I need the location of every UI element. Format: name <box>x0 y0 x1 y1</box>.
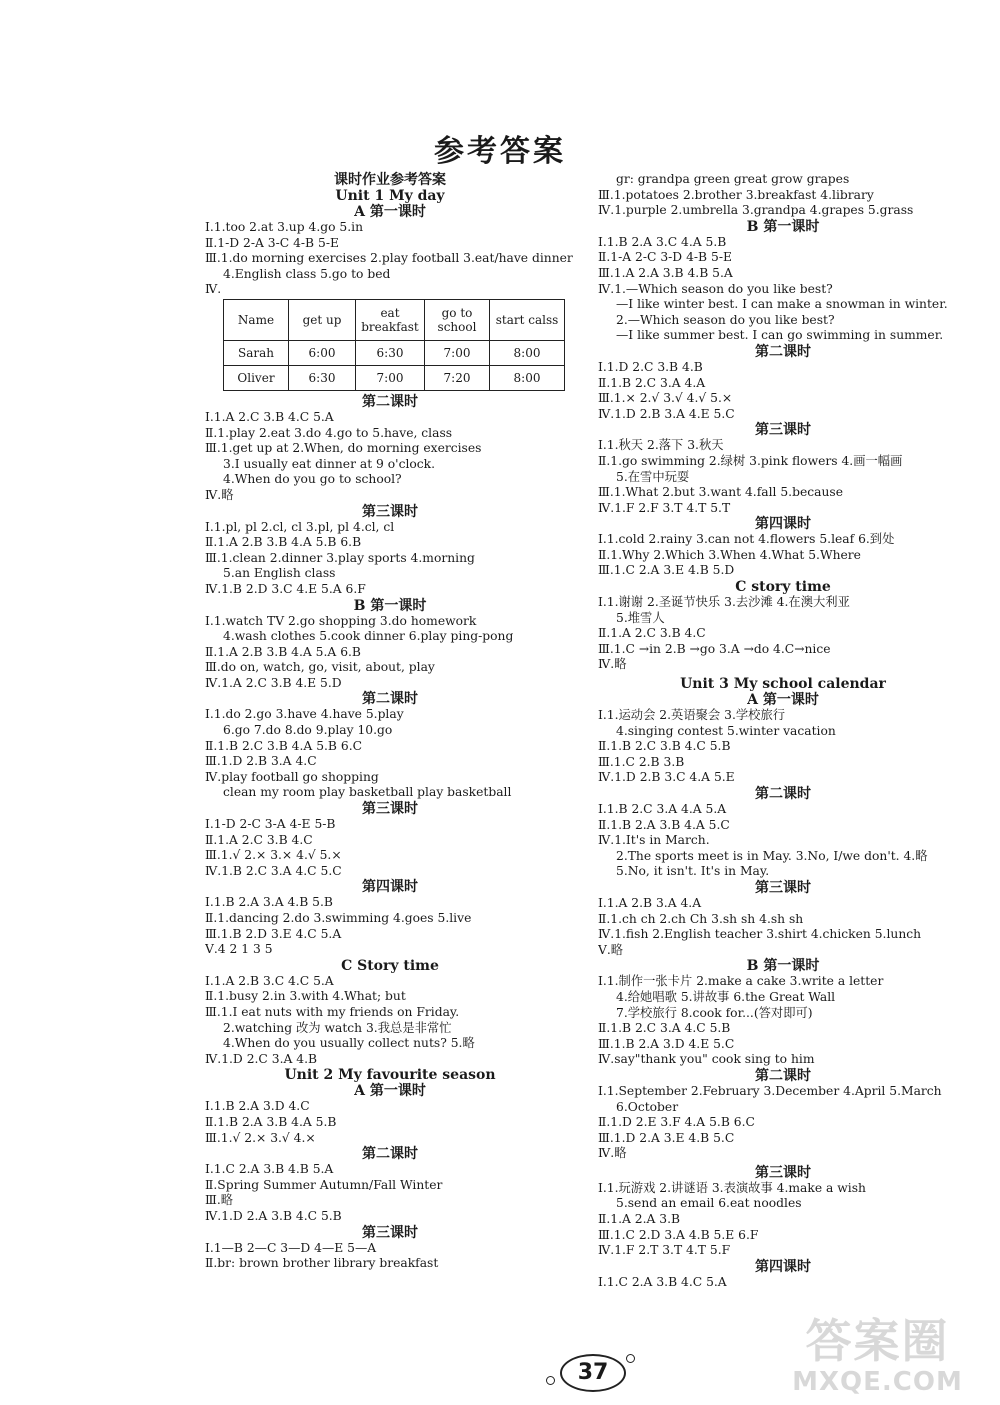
section-heading: B 第一课时 <box>746 218 820 235</box>
answer-line: Ⅳ.1.It's in March. <box>598 833 710 848</box>
answer-line: Ⅳ.1.B 2.D 3.C 4.E 5.A 6.F <box>205 581 366 596</box>
answer-line: Ⅰ.1.运动会 2.英语聚会 3.学校旅行 <box>598 708 786 723</box>
answer-line: 4.English class 5.go to bed <box>223 266 391 281</box>
answer-line: Ⅲ.1.D 2.A 3.E 4.B 5.C <box>598 1130 735 1145</box>
page-number <box>540 1350 640 1394</box>
answer-line: Ⅳ.1.purple 2.umbrella 3.grandpa 4.grapes 5.grass <box>598 203 914 218</box>
answer-line: Ⅳ.1.A 2.C 3.B 4.E 5.D <box>205 675 342 690</box>
table-row <box>224 340 565 365</box>
section-heading: Unit 2 My favourite season <box>284 1067 496 1084</box>
answer-line: Ⅰ.1-D 2-C 3-A 4-E 5-B <box>205 817 336 832</box>
page-title: 参考答案 <box>434 134 566 169</box>
left-column-top <box>205 172 575 298</box>
answer-line: Ⅰ.1.B 2.A 3.C 4.A 5.B <box>598 234 727 249</box>
page-number-text: 37 <box>560 1354 626 1392</box>
section-heading: B 第一课时 <box>353 597 427 614</box>
answer-line: Ⅳ.play football go shopping <box>205 769 379 784</box>
table-cell: 6:30 <box>356 340 425 365</box>
section-heading: A 第一课时 <box>747 692 819 709</box>
answer-line: 4.wash clothes 5.cook dinner 6.play ping-pong <box>223 629 514 644</box>
section-heading: C Story time <box>341 957 439 974</box>
answer-line: Ⅲ.1.potatoes 2.brother 3.breakfast 4.library <box>598 187 874 202</box>
answer-line: 5.No, it isn't. It's in May. <box>616 864 770 879</box>
left-column-bottom <box>205 394 575 1272</box>
answer-line: Ⅲ.略 <box>205 1193 234 1208</box>
answer-line: clean my room play basketball play basketball <box>223 785 512 800</box>
answer-line: Ⅲ.1.What 2.but 3.want 4.fall 5.because <box>598 485 843 500</box>
answer-line: Ⅱ.1-A 2-C 3-D 4-B 5-E <box>598 250 732 265</box>
answer-line: Ⅱ.1.A 2.A 3.B <box>598 1212 681 1227</box>
answer-line: Ⅱ.1.B 2.A 3.B 4.A 5.B <box>205 1114 337 1129</box>
answer-line: Ⅰ.1.制作一张卡片 2.make a cake 3.write a letter <box>598 974 884 989</box>
left-column <box>205 172 575 1272</box>
answer-line: Ⅰ.1.cold 2.rainy 3.can not 4.flowers 5.leaf 6.到处 <box>598 532 895 547</box>
table-header-cell: get up <box>289 299 356 340</box>
answer-line: Ⅰ.1.谢谢 2.圣诞节快乐 3.去沙滩 4.在澳大利亚 <box>598 595 850 610</box>
answer-line: Ⅱ.1.A 2.C 3.B 4.C <box>205 832 313 847</box>
answer-line: Ⅳ. <box>205 282 222 297</box>
answer-line: Ⅲ.1.clean 2.dinner 3.play sports 4.morning <box>205 550 475 565</box>
answer-line: Ⅱ.1.play 2.eat 3.do 4.go to 5.have, class <box>205 425 453 440</box>
table-row <box>224 365 565 390</box>
answer-line: Ⅲ.1.√ 2.× 3.√ 4.× <box>205 1130 316 1145</box>
section-heading: 第二课时 <box>362 393 418 410</box>
answer-line: Ⅰ.1.do 2.go 3.have 4.have 5.play <box>205 707 404 722</box>
answer-line: Ⅱ.1-D 2-A 3-C 4-B 5-E <box>205 235 339 250</box>
table-cell: 7:20 <box>425 365 490 390</box>
answer-line: Ⅰ.1.September 2.February 3.December 4.April 5.March <box>598 1083 942 1098</box>
section-heading: 第二课时 <box>755 786 811 802</box>
answer-line: Ⅱ.1.D 2.E 3.F 4.A 5.B 6.C <box>598 1115 755 1130</box>
answer-line: 6.October <box>616 1099 679 1114</box>
answer-line: Ⅰ.1—B 2—C 3—D 4—E 5—A <box>205 1240 377 1255</box>
table-header-cell: Name <box>224 299 289 340</box>
answer-line: Ⅱ.1.B 2.A 3.B 4.A 5.C <box>598 817 730 832</box>
answer-line: —I like summer best. I can go swimming in summer. <box>616 328 944 343</box>
answer-line: Ⅲ.1.get up at 2.When, do morning exercises <box>205 441 482 456</box>
answer-line: Ⅰ.1.too 2.at 3.up 4.go 5.in <box>205 220 364 234</box>
answer-line: Ⅱ.1.B 2.C 3.A 4.A <box>598 375 706 390</box>
table-cell: 6:30 <box>289 365 356 390</box>
section-heading: 第四课时 <box>362 879 418 896</box>
answer-line: 5.send an email 6.eat noodles <box>616 1196 802 1211</box>
answer-line: Ⅲ.1.do morning exercises 2.play football 3.eat/have dinner <box>205 251 573 266</box>
answer-line: Ⅳ.say"thank you" cook sing to him <box>598 1052 815 1067</box>
table-cell: 8:00 <box>490 365 565 390</box>
answer-line: Ⅰ.1.玩游戏 2.讲谜语 3.表演故事 4.make a wish <box>598 1180 866 1195</box>
table-cell: 7:00 <box>356 365 425 390</box>
section-heading: 第二课时 <box>362 1146 418 1163</box>
answer-line: Ⅲ.1.A 2.A 3.B 4.B 5.A <box>598 265 733 280</box>
answer-line: Ⅱ.1.B 2.C 3.B 4.C 5.B <box>598 739 731 754</box>
answer-line: Ⅱ.1.go swimming 2.绿树 3.pink flowers 4.画一幅画 <box>598 453 903 468</box>
answer-line: Ⅲ.1.× 2.√ 3.√ 4.√ 5.× <box>598 391 733 406</box>
answer-line: Ⅱ.1.A 2.C 3.B 4.C <box>598 626 706 641</box>
answer-line: 5.an English class <box>223 566 336 581</box>
answer-line: 4.singing contest 5.winter vacation <box>616 723 836 738</box>
answer-line: Ⅰ.1.A 2.B 3.A 4.A <box>598 895 702 910</box>
answer-line: 5.在雪中玩耍 <box>616 469 690 484</box>
section-heading: 第三课时 <box>362 801 418 818</box>
answer-line: Ⅳ.1.F 2.T 3.T 4.T 5.F <box>598 1243 731 1258</box>
answer-line: 5.堆雪人 <box>616 610 665 625</box>
answer-line: Ⅳ.1.D 2.A 3.B 4.C 5.B <box>205 1208 342 1223</box>
answer-line: Ⅰ.1.B 2.C 3.A 4.A 5.A <box>598 802 727 816</box>
answer-line: Ⅱ.1.B 2.C 3.B 4.A 5.B 6.C <box>205 738 363 753</box>
table-header-cell: eat breakfast <box>356 299 425 340</box>
section-heading: 第二课时 <box>755 1067 811 1084</box>
answer-line: 7.学校旅行 8.cook for...(答对即可) <box>616 1005 813 1020</box>
answer-line: Ⅴ.略 <box>598 942 624 957</box>
section-heading: A 第一课时 <box>354 204 426 220</box>
right-column <box>598 172 968 1290</box>
answer-line: Ⅱ.br: brown brother library breakfast <box>205 1256 439 1271</box>
answer-line: Ⅳ.略 <box>598 657 627 672</box>
answer-line: 2.—Which season do you like best? <box>616 312 835 327</box>
answer-line: gr: grandpa green great grow grapes <box>616 172 850 186</box>
answer-line: Ⅳ.1.D 2.B 3.A 4.E 5.C <box>598 406 735 421</box>
answer-line: 2.watching 改为 watch 3.我总是非常忙 <box>223 1020 452 1035</box>
answer-line: Ⅰ.1.秋天 2.落下 3.秋天 <box>598 438 724 453</box>
answer-line: Ⅳ.1.F 2.F 3.T 4.T 5.T <box>598 500 731 515</box>
answer-line: Ⅱ.1.dancing 2.do 3.swimming 4.goes 5.live <box>205 911 472 925</box>
decor-circle-icon <box>626 1354 635 1363</box>
answer-line: —I like winter best. I can make a snowman in winter. <box>616 297 948 312</box>
answer-line: Ⅳ.1.—Which season do you like best? <box>598 281 833 296</box>
answer-line: Ⅰ.1.watch TV 2.go shopping 3.do homework <box>205 613 477 628</box>
answer-line: Ⅲ.1.B 2.A 3.D 4.E 5.C <box>598 1036 735 1051</box>
answer-line: Ⅲ.do on, watch, go, visit, about, play <box>205 660 435 675</box>
answer-line: Ⅳ.略 <box>598 1146 627 1161</box>
site-watermark <box>770 1305 985 1400</box>
answer-line: Ⅰ.1.B 2.A 3.A 4.B 5.B <box>205 895 333 910</box>
schedule-table <box>223 299 565 391</box>
answer-line: Ⅱ.1.A 2.B 3.B 4.A 5.A 6.B <box>205 644 361 659</box>
table-cell: Sarah <box>224 340 289 365</box>
answer-line: Ⅱ.1.B 2.C 3.A 4.C 5.B <box>598 1021 731 1036</box>
answer-line: Ⅳ.1.B 2.C 3.A 4.C 5.C <box>205 863 342 878</box>
answer-line: Ⅰ.1.D 2.C 3.B 4.B <box>598 359 703 374</box>
table-cell: Oliver <box>224 365 289 390</box>
answer-line: Ⅰ.1.A 2.C 3.B 4.C 5.A <box>205 409 334 424</box>
answer-line: Ⅱ.1.ch ch 2.ch Ch 3.sh sh 4.sh sh <box>598 911 804 926</box>
table-cell: 7:00 <box>425 340 490 365</box>
answer-line: 6.go 7.do 8.do 9.play 10.go <box>223 723 393 738</box>
answer-line: Ⅲ.1.D 2.B 3.A 4.C <box>205 754 317 769</box>
section-heading: 第三课时 <box>755 879 811 896</box>
section-heading: C story time <box>735 579 831 596</box>
watermark-url-text: MXQE.COM <box>792 1367 963 1397</box>
answer-line: Ⅳ.1.D 2.C 3.A 4.B <box>205 1051 318 1066</box>
table-cell: 6:00 <box>289 340 356 365</box>
section-heading: 第二课时 <box>362 691 418 708</box>
answer-line: Ⅲ.1.C 2.A 3.E 4.B 5.D <box>598 563 735 578</box>
answer-line: Ⅰ.1.B 2.A 3.D 4.C <box>205 1099 310 1114</box>
answer-line: 3.I usually eat dinner at 9 o'clock. <box>223 456 436 471</box>
section-heading: Unit 3 My school calendar <box>680 676 886 693</box>
answer-line: 4.给她唱歌 5.讲故事 6.the Great Wall <box>616 989 836 1004</box>
answer-line: Ⅳ.1.D 2.B 3.C 4.A 5.E <box>598 770 735 785</box>
section-heading: 课时作业参考答案 <box>334 172 446 188</box>
table-header-cell: start calss <box>490 299 565 340</box>
answer-line: Ⅱ.Spring Summer Autumn/Fall Winter <box>205 1177 443 1192</box>
section-heading: B 第一课时 <box>746 958 820 975</box>
decor-circle-icon <box>546 1376 555 1385</box>
answer-line: Ⅱ.1.busy 2.in 3.with 4.What; but <box>205 989 406 1004</box>
watermark-logo-text: 答案圈 <box>805 1314 950 1368</box>
answer-line: Ⅲ.1.C 2.B 3.B <box>598 754 685 769</box>
answer-line: 4.When do you go to school? <box>223 472 402 487</box>
answer-line: Ⅴ.4 2 1 3 5 <box>205 942 273 957</box>
section-heading: 第三课时 <box>362 1224 418 1241</box>
answer-line: Ⅳ.略 <box>205 487 234 502</box>
answer-line: Ⅱ.1.Why 2.Which 3.When 4.What 5.Where <box>598 547 861 562</box>
table-header-row <box>224 299 565 340</box>
answer-line: Ⅲ.1.I eat nuts with my friends on Friday. <box>205 1004 460 1019</box>
answer-line: Ⅱ.1.A 2.B 3.B 4.A 5.B 6.B <box>205 535 362 550</box>
section-heading: 第四课时 <box>755 1258 811 1275</box>
section-heading: 第三课时 <box>755 1164 811 1181</box>
answer-line: Ⅲ.1.C 2.D 3.A 4.B 5.E 6.F <box>598 1227 759 1242</box>
answer-line: Ⅰ.1.A 2.B 3.C 4.C 5.A <box>205 973 334 988</box>
section-heading: A 第一课时 <box>354 1083 426 1100</box>
table-header-cell: go to school <box>425 299 490 340</box>
answer-line: Ⅲ.1.B 2.D 3.E 4.C 5.A <box>205 926 342 941</box>
answer-line: Ⅰ.1.C 2.A 3.B 4.B 5.A <box>205 1162 334 1177</box>
section-heading: 第三课时 <box>755 422 811 439</box>
answer-line: Ⅲ.1.√ 2.× 3.× 4.√ 5.× <box>205 848 342 863</box>
answer-line: 2.The sports meet is in May. 3.No, I/we don't. 4.略 <box>616 848 928 863</box>
answer-line: 4.When do you usually collect nuts? 5.略 <box>223 1036 475 1051</box>
section-heading: 第二课时 <box>755 343 811 360</box>
answer-line: Ⅰ.1.C 2.A 3.B 4.C 5.A <box>598 1274 727 1289</box>
answer-line: Ⅳ.1.fish 2.English teacher 3.shirt 4.chicken 5.lunch <box>598 927 922 942</box>
answer-line: Ⅰ.1.pl, pl 2.cl, cl 3.pl, pl 4.cl, cl <box>205 519 395 534</box>
section-heading: Unit 1 My day <box>335 188 445 204</box>
answer-line: Ⅲ.1.C →in 2.B →go 3.A →do 4.C→nice <box>598 641 831 656</box>
table-cell: 8:00 <box>490 340 565 365</box>
section-heading: 第四课时 <box>755 516 811 533</box>
section-heading: 第三课时 <box>362 503 418 520</box>
